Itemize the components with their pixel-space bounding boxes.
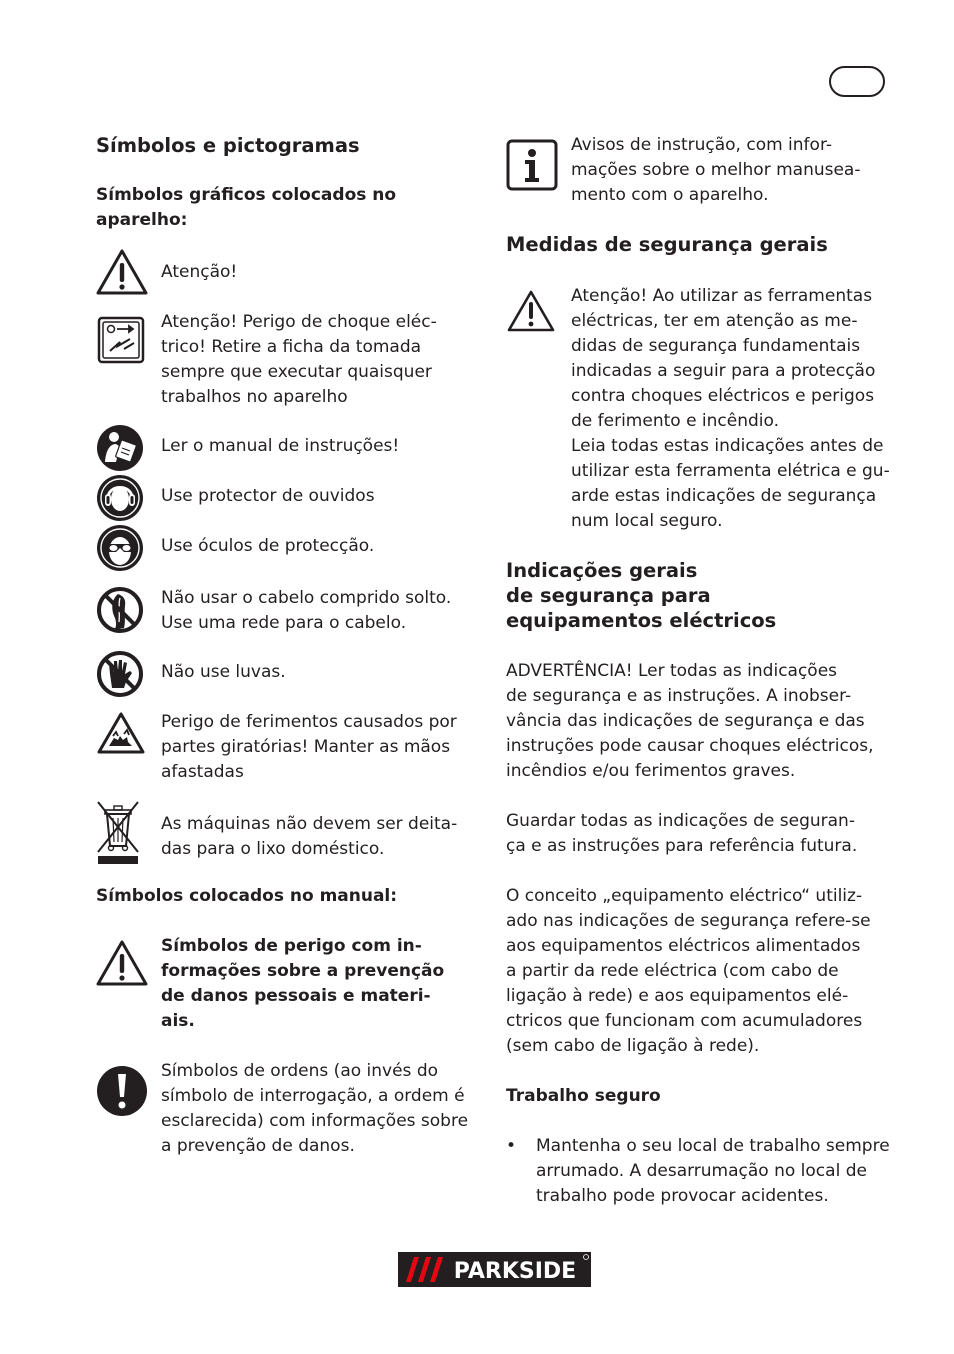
heading-electrical-safety: Indicações gerais de segurança para equipamentos eléctricos [506, 559, 777, 632]
symbol-text-read-manual: Ler o manual de instruções! [161, 436, 400, 456]
heading-general-safety: Medidas de segurança gerais [506, 233, 828, 256]
read-manual-icon [96, 424, 144, 472]
warning-triangle-icon [96, 248, 148, 300]
symbol-text-ear-protection: Use protector de ouvidos [161, 486, 375, 506]
no-gloves-icon [96, 650, 144, 698]
symbol-text-rotating-parts: Perigo de ferimentos causados por partes giratórias! Manter as mãos afastadas [161, 712, 457, 782]
general-warning-text: Atenção! Ao utilizar as ferramentas eléctricas, ter em atenção as me- didas de segurança fundamentais indicadas a seguir para a protecção contra choques eléctricos e perigos de ferimento e incêndio. Leia todas estas indicações antes de utilizar esta ferramenta elétrica e gu- arde estas indicações de segurança num local seguro. [571, 286, 890, 531]
symbol-text-danger: Símbolos de perigo com in- formações sobre a prevenção de danos pessoais e materi- ais. [161, 936, 445, 1031]
no-loose-hair-icon [96, 586, 144, 634]
danger-triangle-icon [96, 938, 148, 990]
paragraph-keep-instructions: Guardar todas as indicações de seguran- ça e as instruções para referência futura. [506, 811, 858, 856]
rotating-parts-hazard-icon [96, 710, 146, 758]
symbol-text-info: Avisos de instrução, com infor- mações sobre o melhor manusea- mento com o aparelho. [571, 135, 861, 205]
bullet-icon: • [506, 1136, 517, 1156]
symbol-text-disposal: As máquinas não devem ser deita- das para o lixo doméstico. [161, 814, 458, 859]
safety-goggles-icon [96, 524, 144, 572]
info-icon [506, 139, 558, 191]
language-badge [829, 66, 885, 97]
symbol-text-command: Símbolos de ordens (ao invés do símbolo de interrogação, a ordem é esclarecida) com informações sobre a prevenção de danos. [161, 1061, 469, 1156]
subheading-manual-symbols: Símbolos colocados no manual: [96, 886, 398, 906]
crossed-out-bin-icon [96, 800, 140, 866]
subheading-device-symbols: Símbolos gráficos colocados no aparelho: [96, 185, 397, 230]
logo-text: PARKSIDE [453, 1259, 577, 1284]
heading-symbols: Símbolos e pictogramas [96, 134, 360, 157]
warning-triangle-icon [506, 288, 556, 336]
ear-protection-icon [96, 474, 144, 522]
subheading-safe-work: Trabalho seguro [506, 1086, 661, 1106]
paragraph-concept: O conceito „equipamento eléctrico“ utiliz- ado nas indicações de segurança refere-se aos equipamentos eléctricos alimentados a partir da rede eléctrica (com cabo de ligação à rede) e aos equipamentos elé- ctricos que funcionam com acumuladores (sem cabo de ligação à rede). [506, 886, 871, 1056]
parkside-logo [398, 1252, 591, 1287]
symbol-text-no-loose-hair: Não usar o cabelo comprido solto. Use uma rede para o cabelo. [161, 588, 452, 633]
command-exclamation-icon [96, 1065, 148, 1117]
paragraph-warning: ADVERTÊNCIA! Ler todas as indicações de segurança e as instruções. A inobser- vância das indicações de segurança e das instruções pode causar choques eléctricos, incêndios e/ou ferimentos graves. [506, 661, 874, 781]
symbol-text-goggles: Use óculos de protecção. [161, 536, 375, 556]
list-item-text: Mantenha o seu local de trabalho sempre arrumado. A desarrumação no local de trabalho pode provocar acidentes. [536, 1136, 890, 1206]
symbol-text-electric-shock: Atenção! Perigo de choque eléc- trico! Retire a ficha da tomada sempre que executar quaisquer trabalhos no aparelho [161, 312, 437, 407]
electric-shock-unplug-icon [96, 315, 146, 365]
symbol-text-attention: Atenção! [161, 262, 238, 282]
symbol-text-no-gloves: Não use luvas. [161, 662, 286, 682]
